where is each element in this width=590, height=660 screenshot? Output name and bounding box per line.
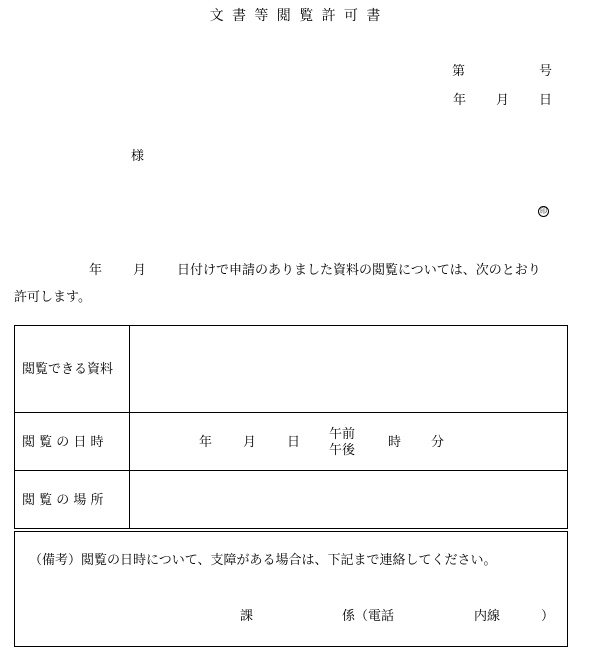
location-label: 閲 覧 の 場 所	[22, 493, 104, 508]
remarks-text: （備考）閲覧の日時について、支障がある場合は、下記まで連絡してください。	[29, 553, 497, 568]
datetime-hour: 時	[388, 435, 402, 450]
issue-date-month: 月	[496, 93, 510, 108]
addressee-honorific: 様	[131, 149, 145, 164]
table-row-divider	[14, 470, 568, 471]
page-title: 文書等閲覧許可書	[209, 8, 389, 24]
datetime-year: 年	[199, 435, 213, 450]
body-month: 月	[133, 263, 147, 278]
issue-date-day: 日	[539, 93, 553, 108]
remarks-box	[14, 531, 568, 647]
body-year: 年	[89, 263, 103, 278]
body-text-line2: 許可します。	[14, 290, 91, 305]
datetime-month: 月	[243, 435, 257, 450]
seal-icon: 印	[540, 207, 547, 215]
datetime-am: 午前	[329, 427, 356, 442]
contact-section-phone: 係（電話	[342, 609, 395, 624]
table-column-divider	[129, 325, 130, 529]
datetime-minute: 分	[431, 435, 445, 450]
table-row-divider	[14, 412, 568, 413]
document-number-suffix: 号	[539, 64, 553, 79]
document-number-prefix: 第	[452, 64, 466, 79]
contact-department: 課	[240, 609, 254, 624]
datetime-pm: 午後	[329, 443, 356, 458]
datetime-day: 日	[287, 435, 301, 450]
contact-close-paren: ）	[541, 609, 555, 624]
body-text-line1: 日付けで申請のありました資料の閲覧については、次のとおり	[177, 263, 541, 278]
materials-label: 閲覧できる資料	[22, 362, 114, 377]
issue-date-year: 年	[453, 93, 467, 108]
contact-extension: 内線	[474, 609, 501, 624]
datetime-label: 閲 覧 の 日 時	[22, 435, 104, 450]
